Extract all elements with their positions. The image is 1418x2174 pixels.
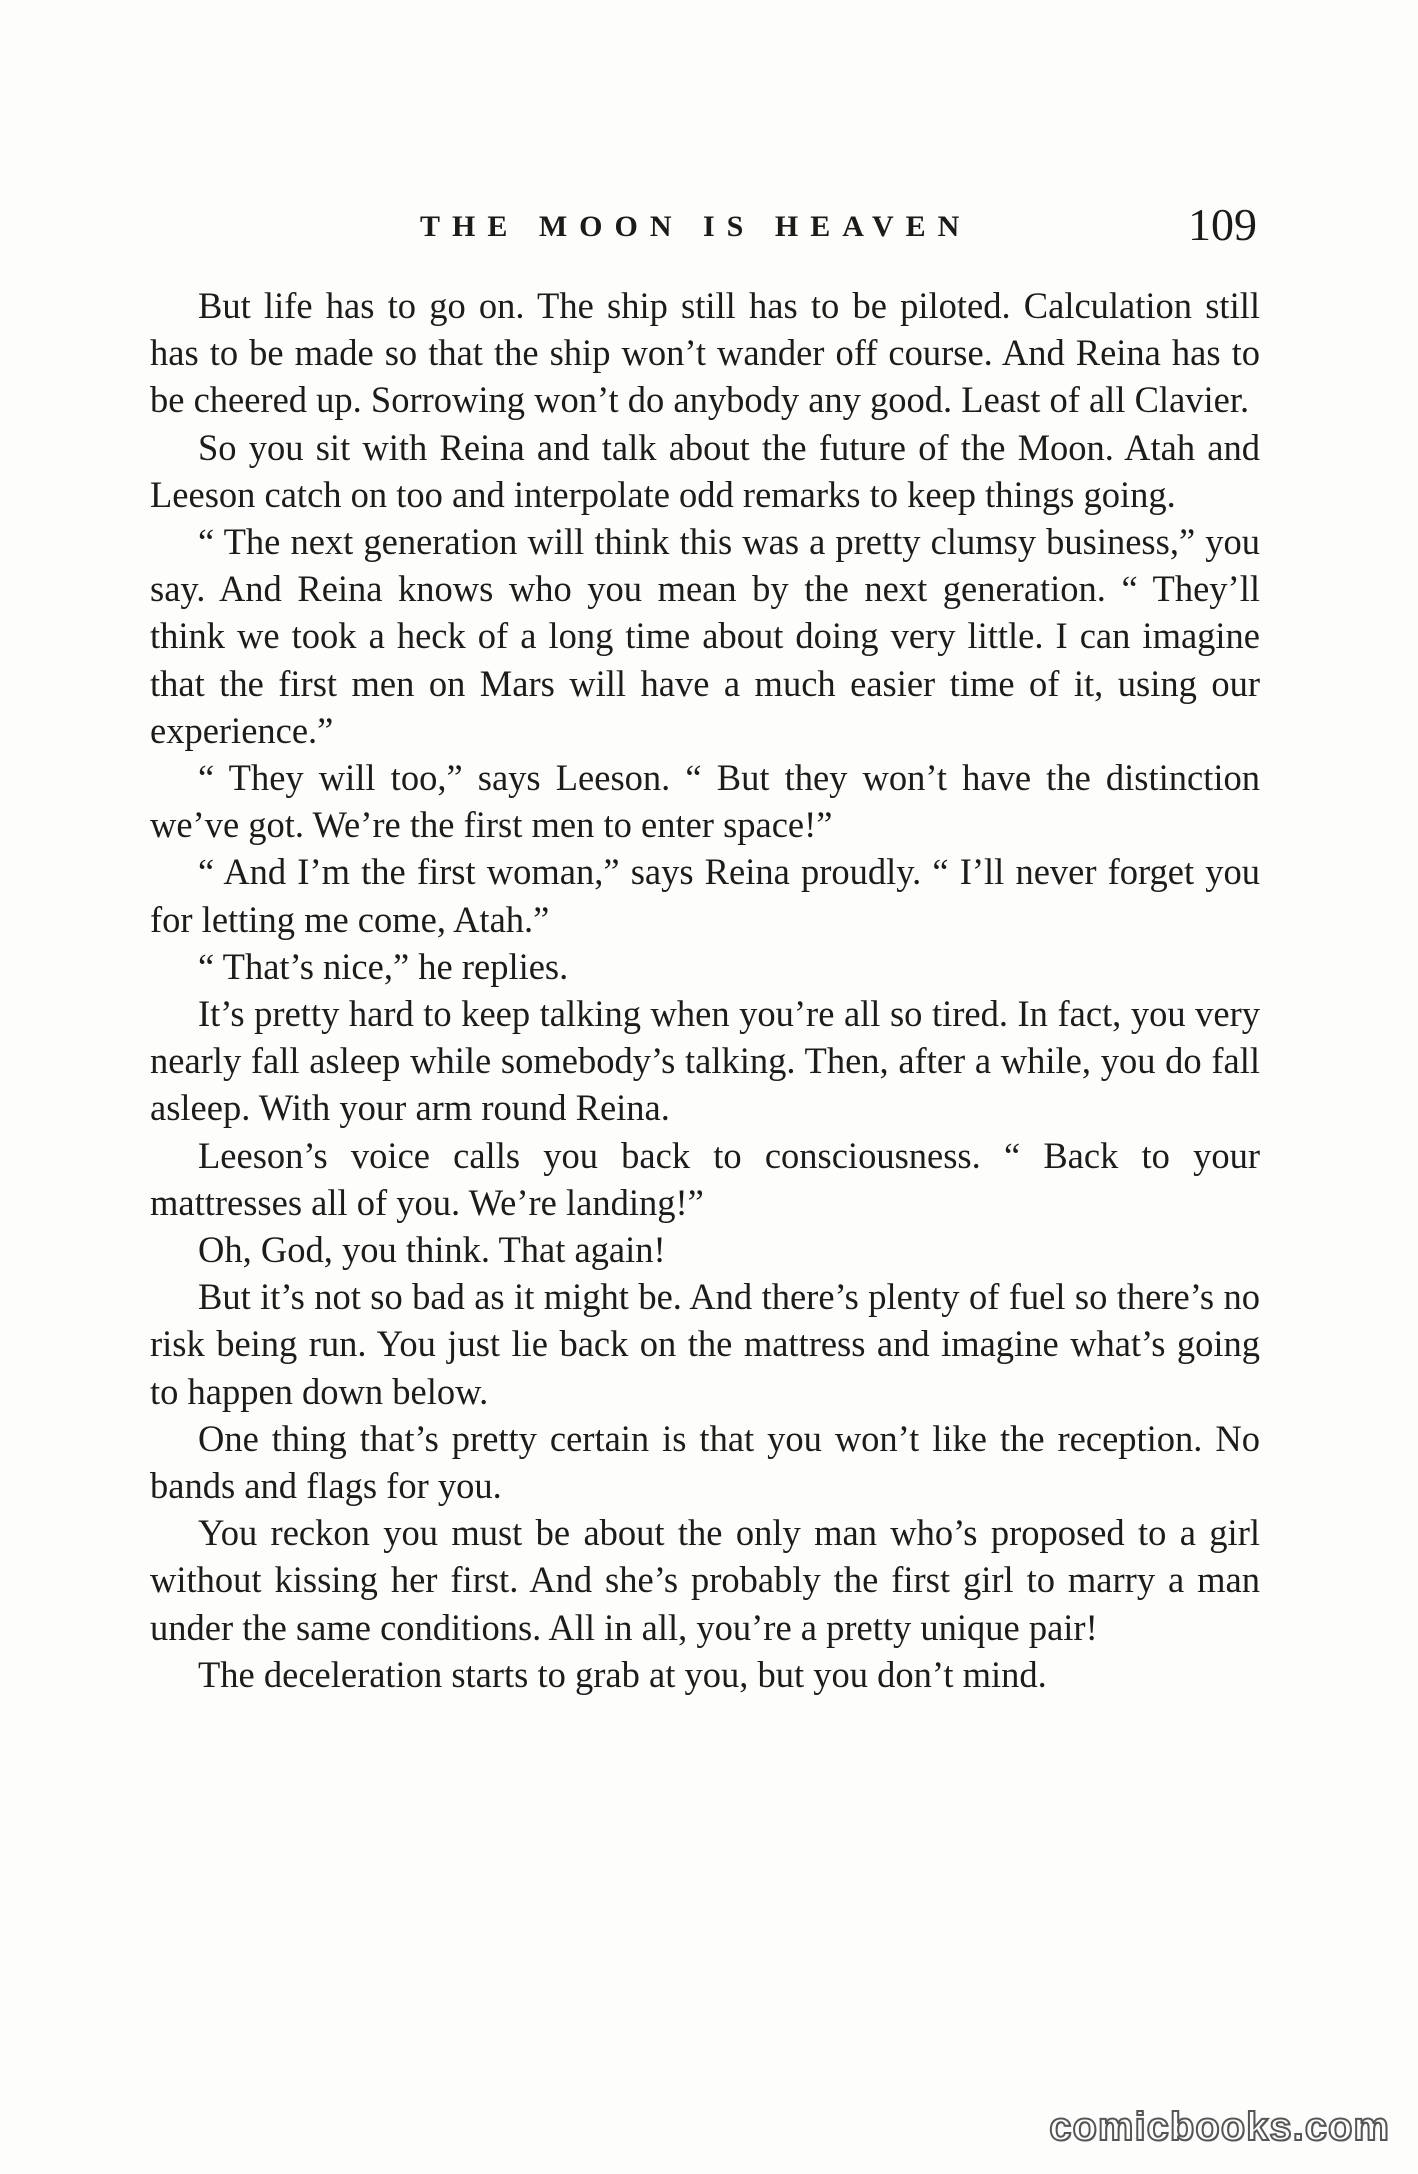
page-number: 109 xyxy=(1188,199,1257,250)
paragraph: One thing that’s pretty certain is that you won’t like the reception. No bands and flags for you. xyxy=(150,1417,1260,1507)
paragraph: You reckon you must be about the only man who’s proposed to a girl without kissing her first. And she’s probably the first girl to marry a man under the same conditions. All in all, you’re a pretty unique pair! xyxy=(150,1512,1260,1648)
paragraph: But life has to go on. The ship still has to be piloted. Calculation still has to be made so that the ship won’t wander off course. And Reina has to be cheered up. Sorrowing won’t do anybody any good. Least of all Clavier. xyxy=(150,285,1260,421)
paragraph: Oh, God, you think. That again! xyxy=(198,1229,666,1271)
site-watermark: comicbooks.com xyxy=(1049,2105,1390,2149)
paragraph: But it’s not so bad as it might be. And there’s plenty of fuel so there’s no risk being run. You just lie back on the mattress and imagine what’s going to happen down below. xyxy=(150,1276,1260,1412)
paragraph: “ That’s nice,” he replies. xyxy=(198,945,569,987)
paragraph: “ And I’m the first woman,” says Reina proudly. “ I’ll never forget you for letting me come, Atah.” xyxy=(150,851,1260,940)
paragraph: The deceleration starts to grab at you, but you don’t mind. xyxy=(198,1653,1047,1695)
body-text xyxy=(150,282,1260,1698)
paragraph: “ The next generation will think this was a pretty clumsy business,” you say. And Reina knows who you mean by the next generation. “ They’ll think we took a heck of a long time about doing very little. I can imagine that the first men on Mars will have a much easier time of it, using our experience.” xyxy=(150,521,1260,751)
running-header xyxy=(0,198,1418,258)
paragraph: Leeson’s voice calls you back to consciousness. “ Back to your mattresses all of you. We’re landing!” xyxy=(150,1134,1260,1223)
running-title: THE MOON IS HEAVEN xyxy=(420,210,972,243)
paragraph: So you sit with Reina and talk about the future of the Moon. Atah and Leeson catch on too and interpolate odd remarks to keep things going. xyxy=(150,426,1260,515)
paragraph: It’s pretty hard to keep talking when you’re all so tired. In fact, you very nearly fall asleep while somebody’s talking. Then, after a while, you do fall asleep. With your arm round Reina. xyxy=(150,993,1260,1129)
paragraph: “ They will too,” says Leeson. “ But they won’t have the distinction we’ve got. We’re the first men to enter space!” xyxy=(150,757,1260,846)
